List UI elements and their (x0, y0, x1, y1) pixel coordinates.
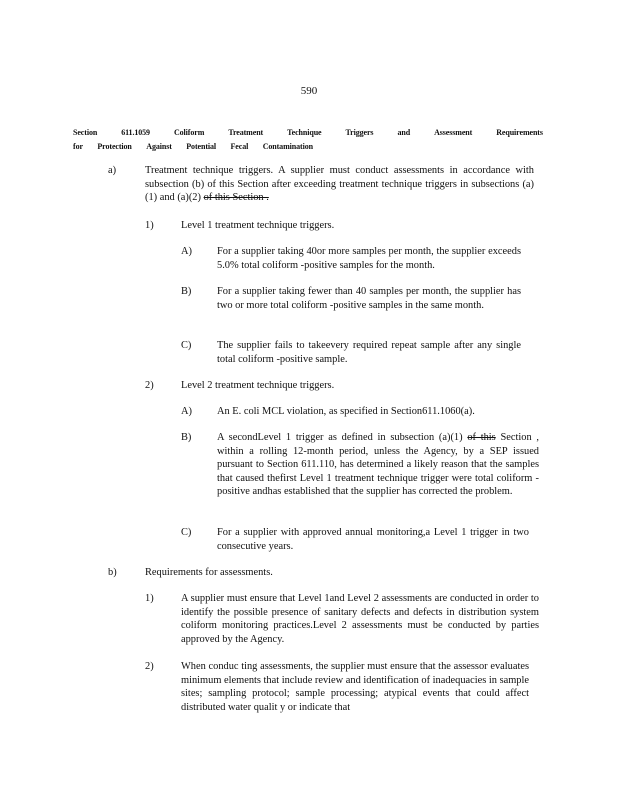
section-heading-line-2 (73, 142, 313, 151)
heading-word: for (73, 142, 83, 151)
heading-word: Treatment (228, 128, 264, 137)
item-a1A-text: For a supplier taking 40or more samples per month, the supplier exceeds 5.0% total coliform -positive samples for the month. (217, 246, 521, 271)
item-a2B-text: A secondLevel 1 trigger as defined in subsection (a)(1) of this Section , within a rolling 12-month period, unless the Agency, by a SEP issued pursuant to Section 611.110, has determined a likely reason that the samples that caused thefirst Level 1 treatment technique trigger were total coliform -positive andhas established that the supplier has corrected the problem. (217, 432, 539, 497)
section-heading-line-1 (73, 128, 543, 137)
heading-word: Fecal (230, 142, 249, 151)
page-number: 590 (300, 85, 318, 97)
heading-word: Potential (186, 142, 217, 151)
heading-word: Requirements (496, 128, 543, 137)
struck-text: of this Section . (203, 192, 269, 203)
item-a1C-text: The supplier fails to takeevery required repeat sample after any single total coliform -positive sample. (217, 340, 521, 365)
subsection-a-text: Treatment technique triggers. A supplier must conduct assessments in accordance with subsection (b) of this Section after exceeding treatment technique triggers in subsections (a)(1) and (a)(2) of this Section . (145, 165, 534, 203)
item-b2-label: 2) (145, 661, 154, 672)
heading-word: Section (73, 128, 98, 137)
item-a1C-label: C) (181, 340, 192, 351)
item-a2C-label: C) (181, 527, 192, 538)
item-a2-label: 2) (145, 380, 154, 391)
heading-word: Against (146, 142, 172, 151)
item-a2C-text: For a supplier with approved annual monitoring,a Level 1 trigger in two consecutive years. (217, 527, 529, 552)
item-a1B-label: B) (181, 286, 192, 297)
item-a1B-text: For a supplier taking fewer than 40 samples per month, the supplier has two or more total coliform -positive samples in the same month. (217, 286, 521, 311)
item-b1-label: 1) (145, 593, 154, 604)
subsection-a-label: a) (108, 165, 117, 176)
item-a1-text: Level 1 treatment technique triggers. (181, 220, 335, 231)
heading-word: Technique (287, 128, 322, 137)
heading-word: Assessment (434, 128, 473, 137)
item-a2-text: Level 2 treatment technique triggers. (181, 380, 335, 391)
item-b1-text: A supplier must ensure that Level 1and Level 2 assessments are conducted in order to identify the possible presence of sanitary defects and defects in distribution system coliform monitoring practices.Level 2 assessments must be conducted by parties approved by the Agency. (181, 593, 539, 645)
item-a2A-text: An E. coli MCL violation, as specified in Section611.1060(a). (217, 406, 475, 417)
item-a1-label: 1) (145, 220, 154, 231)
subsection-b-text: Requirements for assessments. (145, 567, 273, 578)
item-a2A-label: A) (181, 406, 192, 417)
heading-word: Contamination (262, 142, 313, 151)
heading-word: 611.1059 (121, 128, 150, 137)
struck-text: of this (467, 432, 496, 443)
heading-word: and (397, 128, 411, 137)
heading-word: Protection (97, 142, 132, 151)
item-a2B-label: B) (181, 432, 192, 443)
heading-word: Triggers (345, 128, 374, 137)
item-b2-text: When conduc ting assessments, the supplier must ensure that the assessor evaluates minimum elements that include review and identification of inadequacies in sample sites; sampling protocol; sample processing; atypical events that could affect distributed water qualit y or indicate that (181, 661, 529, 713)
subsection-b-label: b) (108, 567, 117, 578)
item-a1A-label: A) (181, 246, 192, 257)
heading-word: Coliform (173, 128, 205, 137)
